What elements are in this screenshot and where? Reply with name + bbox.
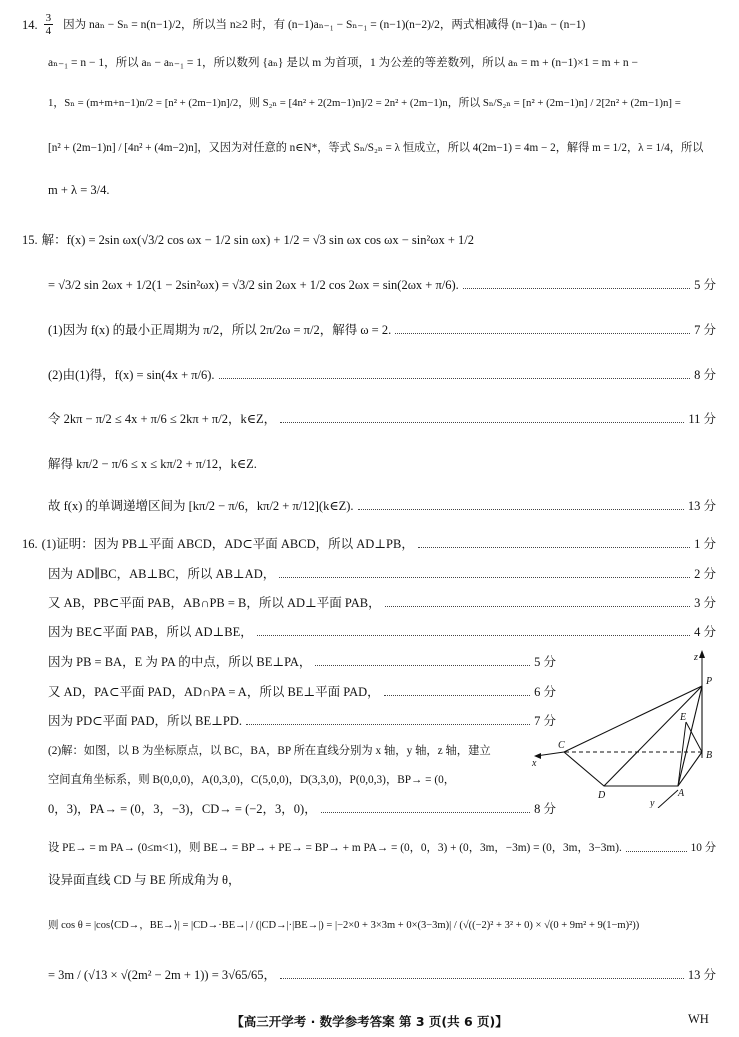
score-label: 7 分 [694,323,716,337]
q15-line-2: = √3/2 sin 2ωx + 1/2(1 − 2sin²ωx) = √3/2 sin 2ωx + 1/2 cos 2ωx = sin(2ωx + π/6). 5 分 [48,278,716,292]
leader-dots [418,547,690,548]
q15-number: 15. [22,233,38,247]
leader-dots [395,333,690,334]
q16-line-1: 16. (1)证明：因为 PB⊥平面 ABCD，AD⊂平面 ABCD，所以 AD⊥PB， 1 分 [22,537,716,551]
q16-line-8: (2)解：如图，以 B 为坐标原点，以 BC，BA，BP 所在直线分别为 x 轴，y 轴，z 轴，建立 [48,745,491,757]
leader-dots [315,665,530,666]
edge-PD [604,686,702,786]
q14-answer: $\frac{3}{4}$ [45,12,52,37]
q14-line-4: [n² + (2m−1)n] / [4n² + (4m−2)n]，又因为对任意的 n∈N*，等式 Sₙ/S₂ₙ = λ 恒成立，所以 4(2m−1) = 4m − 2，解得 m = 1/2，λ = 1/4，所以 [48,142,704,154]
q16-line-14: = 3m / (√13 × √(2m² − 2m + 1)) = 3√65/65， 13 分 [48,968,716,982]
q15-line-4: (2)由(1)得，f(x) = sin(4x + π/6). 8 分 [48,368,716,382]
score-label: 4 分 [694,625,716,639]
q16-line-10: 0，3)，PA→ = (0，3，−3)，CD→ = (−2，3，0)， 8 分 [48,802,556,816]
score-label: 13 分 [687,499,716,513]
score-label: 1 分 [694,537,716,551]
label-x: x [532,758,537,769]
label-P: P [706,676,713,687]
label-z: z [694,652,698,663]
q15-line-5: 令 2kπ − π/2 ≤ 4x + π/6 ≤ 2kπ + π/2，k∈Z， 11 分 [48,412,716,426]
q15-line-3: (1)因为 f(x) 的最小正周期为 π/2，所以 2π/2ω = π/2，解得 ω = 2. 7 分 [48,323,716,337]
q16-line-9: 空间直角坐标系，则 B(0,0,0)，A(0,3,0)，C(5,0,0)，D(3,3,0)，P(0,0,3)，BP→ = (0， [48,774,456,786]
score-label: 3 分 [694,596,716,610]
leader-dots [246,724,530,725]
leader-dots [463,288,690,289]
leader-dots [280,422,684,423]
pyramid-figure [528,648,728,808]
leader-dots [257,635,690,636]
q15-line-7: 故 f(x) 的单调递增区间为 [kπ/2 − π/6，kπ/2 + π/12](k∈Z). 13 分 [48,499,716,513]
q16-line-2: 因为 AD∥BC，AB⊥BC，所以 AB⊥AD， 2 分 [48,567,716,581]
y-axis [658,790,678,808]
q14-text-1: 因为 naₙ − Sₙ = n(n−1)/2，所以当 n≥2 时，有 (n−1)aₙ₋₁ − Sₙ₋₁ = (n−1)(n−2)/2，两式相减得 (n−1)aₙ − (n−1) [63,18,586,31]
q14-line-3: 1，Sₙ = (m+m+n−1)n/2 = [n² + (2m−1)n]/2，则 S₂ₙ = [4n² + 2(2m−1)n]/2 = 2n² + (2m−1)n，所以 Sₙ/S₂ₙ = [n² + (2m−1)n] / 2[2n² + (2m−1)n] = [48,97,681,109]
segment-BE [686,722,702,752]
label-E: E [680,712,687,723]
label-y: y [650,798,655,808]
leader-dots [626,851,687,852]
q14-line-5: m + λ = 3/4. [48,183,110,197]
q14-line-1 [22,12,722,37]
leader-dots [358,509,684,510]
z-arrow [699,650,705,658]
footer-code: WH [688,1012,709,1026]
label-C: C [558,740,565,751]
q15-line-1: 15. 解：f(x) = 2sin ωx(√3/2 cos ωx − 1/2 sin ωx) + 1/2 = √3 sin ωx cos ωx − sin²ωx + 1/2 [22,233,475,247]
edge-PA [678,686,702,786]
leader-dots [219,378,691,379]
label-B: B [706,750,713,761]
q14-number: 14. [22,17,38,32]
q16-number: 16. [22,537,38,551]
label-A: A [678,788,685,799]
leader-dots [279,577,690,578]
label-D: D [598,790,606,801]
leader-dots [384,695,530,696]
leader-dots [385,606,691,607]
q16-line-3: 又 AB，PB⊂平面 PAB，AB∩PB = B，所以 AD⊥平面 PAB， 3 分 [48,596,716,610]
score-label: 8 分 [694,368,716,382]
score-label: 10 分 [690,842,716,854]
q15-line-6: 解得 kπ/2 − π/6 ≤ x ≤ kπ/2 + π/12，k∈Z. [48,457,257,471]
score-label: 5 分 [694,278,716,292]
score-label: 5 分 [534,655,556,669]
leader-dots [321,812,530,813]
q14-line-2: aₙ₋₁ = n − 1，所以 aₙ − aₙ₋₁ = 1，所以数列 {aₙ} 是以 m 为首项，1 为公差的等差数列，所以 aₙ = m + (n−1)×1 = m + n − [48,57,638,69]
leader-dots [280,978,684,979]
page-footer: 【高三开学考 · 数学参考答案 第 3 页(共 6 页)】 [231,1014,508,1029]
q16-line-7: 因为 PD⊂平面 PAD，所以 BE⊥PD. 7 分 [48,714,556,728]
score-label: 11 分 [688,412,716,426]
score-label: 6 分 [534,685,556,699]
score-label: 7 分 [534,714,556,728]
q16-line-4: 因为 BE⊂平面 PAB，所以 AD⊥BE， 4 分 [48,625,716,639]
q16-line-6: 又 AD，PA⊂平面 PAD，AD∩PA = A，所以 BE⊥平面 PAD， 6 分 [48,685,556,699]
score-label: 13 分 [687,968,716,982]
q16-line-13: 则 cos θ = |cos⟨CD→，BE→⟩| = |CD→·BE→| / (|CD→|·|BE→|) = |−2×0 + 3×3m + 0×(3−3m)| / (√((−2)² + 3² + 0) × √(0 + 9m² + 9(1−m)²)) [48,920,640,931]
q16-line-11: 设 PE→ = m PA→ (0≤m<1)，则 BE→ = BP→ + PE→ = BP→ + m PA→ = (0，0，3) + (0，3m，−3m) = (0，3m，3−3m). 10 分 [48,842,716,854]
q16-line-5: 因为 PB = BA，E 为 PA 的中点，所以 BE⊥PA， 5 分 [48,655,556,669]
score-label: 2 分 [694,567,716,581]
q16-line-12: 设异面直线 CD 与 BE 所成角为 θ， [48,873,241,887]
score-label: 8 分 [534,802,556,816]
